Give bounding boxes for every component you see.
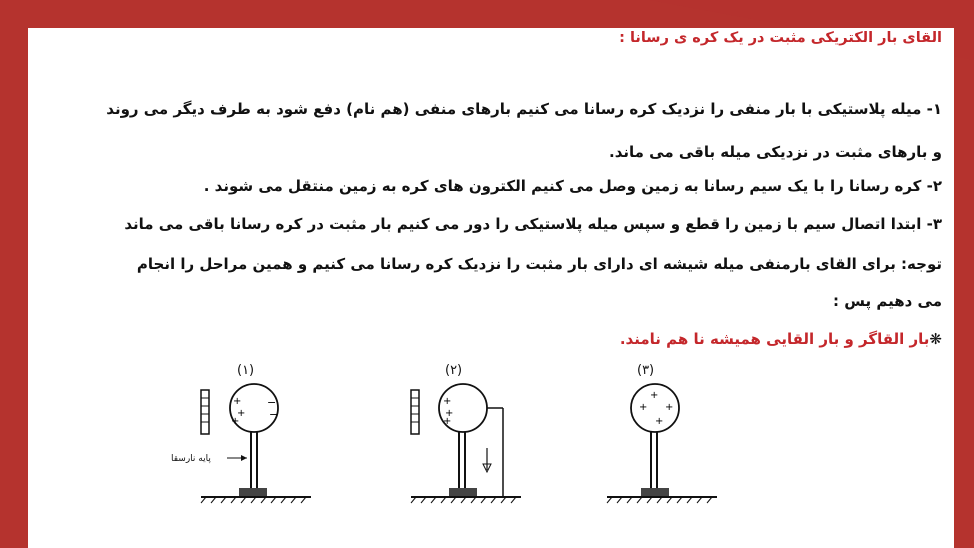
svg-text:+: + [443,416,452,427]
note-star-icon: ❋ [929,330,942,348]
figure-3 [607,363,717,503]
figure-2-label: (۲) [445,363,463,378]
text-line-1: ۱- میله پلاستیکی با بار منفی را نزدیک کره رسانا می کنیم بارهای منفی (هم نام) دفع شود به طرف دیگر می روند [106,100,942,118]
note-line [620,330,942,348]
text-line-4: ۳- ابتدا اتصال سیم با زمین را قطع و سپس میله پلاستیکی را دور می کنیم بار مثبت در کره رسانا باقی می ماند [124,215,942,233]
figure-1 [171,363,311,503]
svg-text:+: + [233,396,242,407]
text-line-5: توجه: برای القای بارمنفی میله شیشه ای دارای بار مثبت را نزدیک کره رسانا می کنیم و همین مراحل را انجام [136,255,942,273]
slide-title: القای بار الکتریکی مثبت در یک کره ی رسانا : [619,30,942,46]
svg-text:+: + [443,396,452,407]
svg-text:+: + [445,408,454,419]
stand-label: پایه نارسقا [171,454,211,464]
induction-diagram [161,358,721,538]
text-line-6: می دهیم پس : [833,292,942,310]
note-text: بار القاگر و بار القایی همیشه نا هم نامند. [619,330,930,348]
plastic-rod-icon [201,390,209,434]
svg-text:+: + [231,416,240,427]
figure-2 [411,363,521,503]
svg-text:+: + [639,402,648,413]
svg-text:+: + [655,416,664,427]
svg-text:−: − [269,408,279,421]
slide-content [28,28,954,548]
svg-text:+: + [650,390,659,401]
svg-text:+: + [237,408,246,419]
text-line-2: و بارهای مثبت در نزدیکی میله باقی می ماند. [609,143,942,161]
svg-text:−: − [267,396,277,409]
figure-3-label: (۳) [637,363,655,378]
text-line-3: ۲- کره رسانا را با یک سیم رسانا به زمین وصل می کنیم الکترون های کره به زمین منتقل می شوند . [203,177,942,195]
plastic-rod-icon [411,390,419,434]
figure-1-label: (۱) [237,363,255,378]
svg-text:+: + [665,402,674,413]
